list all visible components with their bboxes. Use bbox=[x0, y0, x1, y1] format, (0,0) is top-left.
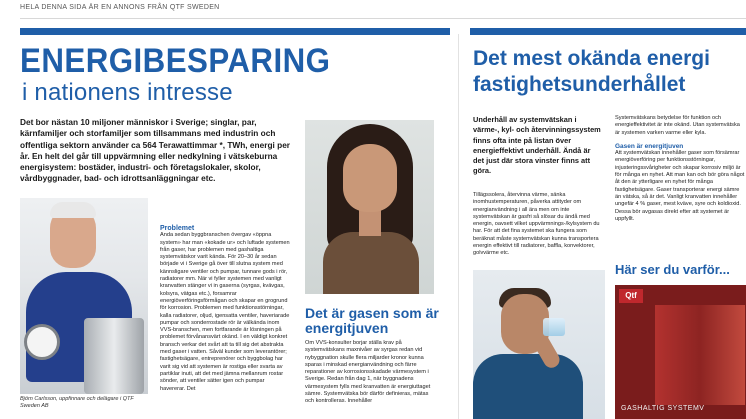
portrait-photo-man bbox=[20, 198, 148, 394]
page-gutter bbox=[458, 34, 459, 419]
right-column bbox=[615, 115, 746, 223]
right-lead: Underhåll av systemvätskan i värme-, kyl- och återvinningssystem finns ofta inte på listan över energieffektivt underhåll. Ändå är det just där stora vinster finns att göra. bbox=[473, 115, 601, 176]
page-subtitle: i nationens intresse bbox=[22, 79, 233, 106]
problem-column bbox=[160, 225, 290, 393]
photo-neck bbox=[359, 210, 381, 236]
qtf-logo: Qtf bbox=[619, 289, 643, 303]
right-accent-band bbox=[470, 28, 746, 35]
right-title-line2: fastighetsunderhållet bbox=[473, 73, 686, 96]
portrait-photo-woman bbox=[305, 120, 434, 294]
photo-face bbox=[343, 144, 397, 212]
photo-caption: Björn Carlsson, uppfinnare och delägare i QTF Sweden AB bbox=[20, 396, 134, 409]
gas-subheading: Gasen är energitjuven bbox=[615, 142, 684, 150]
page-title: ENERGIBESPARING bbox=[20, 42, 331, 80]
header-divider bbox=[20, 18, 746, 19]
right-column-text: Systemvätskans betydelse för funktion och energieffektivitet är inte okänd. Utan systemvätska är systemen varken varme eller kyla. bbox=[615, 115, 740, 136]
gas-subtext: Att systemvätskan innehåller gaser som försämrar energiöverföring per funktionsstörningar, injusteringssvårigheter och skapar korrosiv miljö är för många en nyhet. Att man kan och bör göra något åt den är ytterligare en nyhet för många fastighetsägare. Gaser transporterar energi sämre än vätska, så är det. Vanligt kranvatten innehåller ungefär 4 % gaser, mest kväve, syre och koldioxid. Dessa bör avgasas direkt efter att systemet är uppfyllt. bbox=[615, 150, 745, 222]
right-body-text: Tillägssolera, återvinna värme, sänka inomhustemperaturen, påverka attityder om energianvändning i all ära men om inte systemvätskan är gasfri så slösar du ändå med energin, oavsett vilket uppvärmnings-/kylsystem du har. För att det fina systemet ska fungera som beräknat måste systemvätskan kunna transportera energin effektivt till radiatorer, baffla, konvektorer, golvvärme etc. bbox=[473, 192, 600, 257]
product-photo-caption: GASHALTIG SYSTEMV bbox=[621, 405, 705, 412]
photo-shirt bbox=[473, 354, 583, 419]
problem-text: Anda sedan byggbranschen övergav «öppna system» har man «kokade ur» och luftade systemen från gaser, har problemen med gashaltiga systemvätskor varit kända. För 20–30 år sedan började vi i Sverige gå över till slutna system med kännsligare ventiler och pumpar, tunnare gods i rör, radiatorer mm. När vi fyller systemen med vanligt kranvatten stänger vi in gaserna (syrgas, kvävgas, kolsyra, vätgas etc.), forsamrar energiöverföringsförmågan och skapar en grogrund för korrosion. Problemen med funktionsstörningar, kalla radiatorer, oljud, igensatta ventiler, haveriarade pumpar och sonderrostade rör är välkända inom VVS-branschen, men fortfarande är lösningen på problemet förvånansvärt okänd. I en väldigt konkret bransch verkar det svårt att ta till sig det abstrakta med gaser i vatten. Såväl kunder som leverantörer; fastighetsägare, entreprenörer och byggbolag har varit sig vid att systemen är rostiga eller svarta av partiklar inuti, att det med jämna mellanrum rostar sönder, att ventiler sätter igen och pumpar havererar. Det bbox=[160, 232, 290, 392]
photo-glass bbox=[543, 318, 565, 336]
gas-text: Om VVS-konsulter borjar ställa krav på systemvätskans maxnivåer av syrgas redan vid nybyggnation skulle flera miljarder kronor kunna sparas i minskad energianvändning och färre reparationer av korrosionsskadade värmesystem i Sverige. Redan från dag 1, när byggnadens värmesystem fylls med kranvatten är energiuttaget sämre. Systemvätska bör därför definieras, mätas och kontrolleras. Innehåller bbox=[305, 340, 431, 405]
problem-heading: Problemet bbox=[160, 225, 195, 232]
here-heading: Här ser du varför... bbox=[615, 262, 730, 277]
photo-hair bbox=[50, 202, 96, 218]
photo-gauge bbox=[24, 324, 60, 360]
lead-paragraph: Det bor nästan 10 miljoner människor i Sverige; singlar, par, kärnfamiljer och storfamiljer som tillsammans med industrin och offentliga sektorn använder ca 564 Terawattimmar *, TWh, energi per år. En helt del går till uppvärmning eller nedkylning i vätskeburna energisystem: bostäder, industri- och företagslokaler, skolor, vårdbyggnader, bad- och idrottsanläggningar etc. bbox=[20, 117, 291, 184]
right-title bbox=[473, 46, 746, 98]
left-accent-band bbox=[20, 28, 450, 35]
photo-man-drinking bbox=[473, 270, 605, 419]
ad-notice: HELA DENNA SIDA ÄR EN ANNONS FRÅN QTF SWEDEN bbox=[20, 4, 220, 11]
product-photo bbox=[615, 285, 746, 419]
gas-heading: Det är gasen som är energitjuven bbox=[305, 305, 439, 336]
photo-top bbox=[323, 232, 419, 294]
photo-shelf bbox=[655, 305, 745, 405]
photo-tank bbox=[84, 318, 144, 394]
right-title-line1: Det mest okända energi bbox=[473, 47, 710, 70]
